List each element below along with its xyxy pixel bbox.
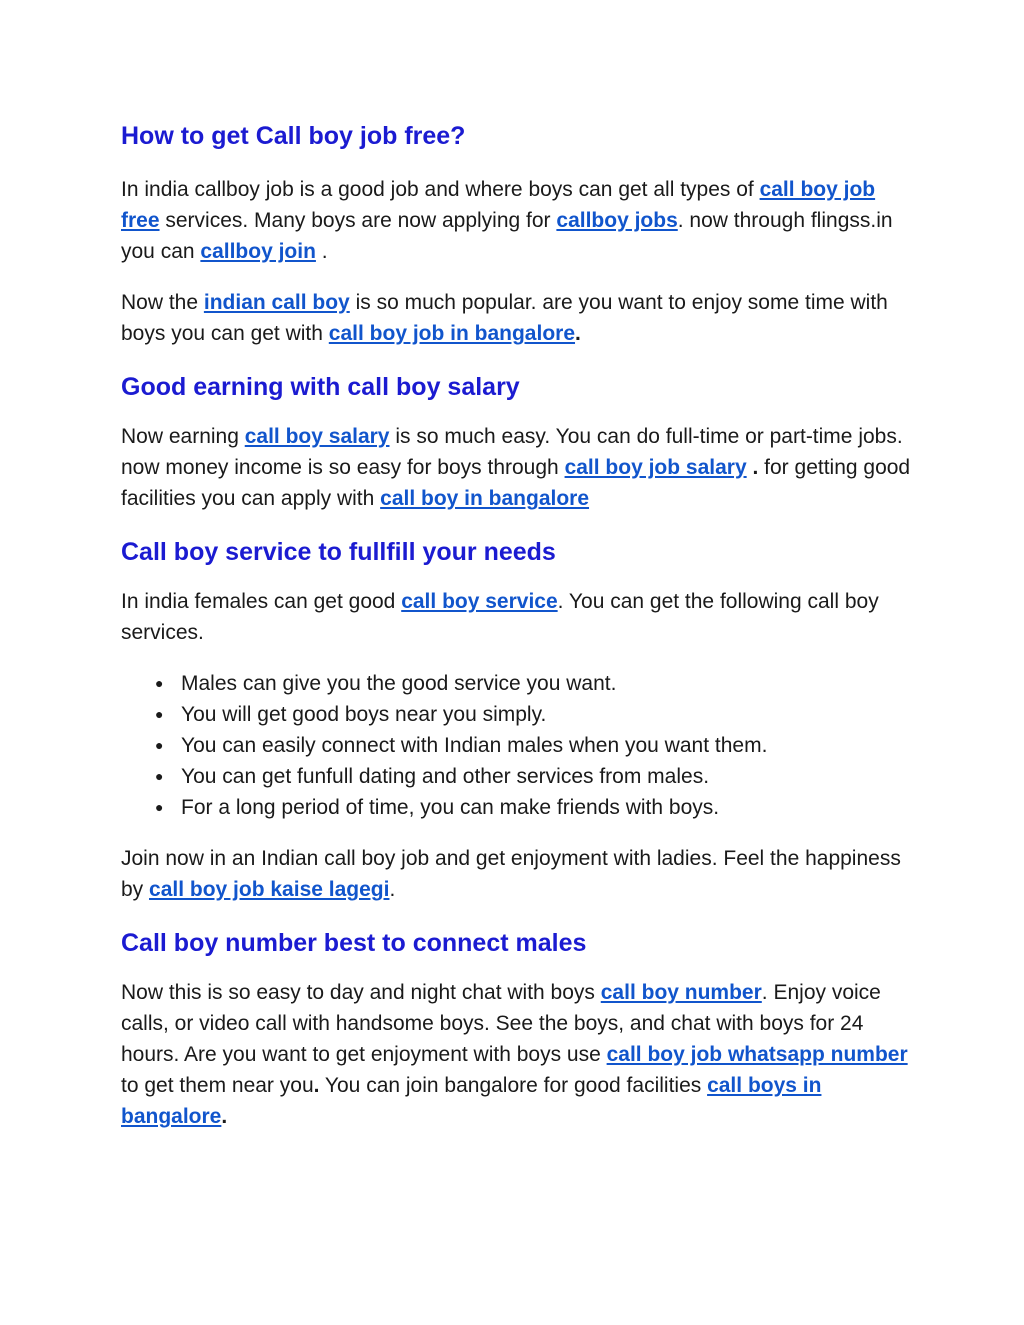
heading-call-boy-service: Call boy service to fullfill your needs [121,538,556,566]
list-item-text: Males can give you the good service you want. [181,672,617,695]
list-item-text: For a long period of time, you can make friends with boys. [181,796,720,819]
text: You can join bangalore for good facilities [319,1074,708,1097]
link-call-boys-in-bangalore[interactable]: call boys in bangalore [121,1074,822,1128]
link-call-boy-job-in-bangalore[interactable]: call boy job in bangalore [328,322,576,345]
text: Now the [121,291,204,314]
text: . [315,240,328,263]
paragraph-intro [121,174,911,267]
text: . [389,878,396,901]
text: services. Many boys are now applying for [159,209,557,232]
link-call-boy-in-bangalore[interactable]: call boy in bangalore [380,487,590,510]
paragraph-join-now [121,843,911,905]
text: . [746,456,765,479]
text: . You can get the following call boy services. [121,590,879,644]
link-call-boy-job-kaise-lagegi[interactable]: call boy job kaise lagegi [149,878,390,901]
text: Now this is so easy to day and night chat with boys [121,981,601,1004]
link-callboy-join[interactable]: callboy join [200,240,316,263]
link-callboy-jobs[interactable]: callboy jobs [556,209,678,232]
heading-call-boy-job-free: How to get Call boy job free? [121,122,466,150]
link-call-boy-salary[interactable]: call boy salary [244,425,390,448]
text: . [221,1105,228,1128]
paragraph-number [121,977,911,1132]
link-call-boy-number[interactable]: call boy number [600,981,762,1004]
list-item-text: You will get good boys near you simply. [181,703,547,726]
link-call-boy-service[interactable]: call boy service [401,590,558,613]
services-list [121,668,911,823]
bullet-icon: ● [155,768,164,784]
bullet-icon: ● [155,737,164,753]
list-item [155,668,911,699]
list-item [155,761,911,792]
bullet-icon: ● [155,706,164,722]
paragraph-service [121,586,911,648]
text: . now through flingss.in you can [121,209,893,263]
link-call-boy-job-salary[interactable]: call boy job salary [564,456,747,479]
text: . Enjoy voice calls, or video call with handsome boys. See the boys, and chat with boys for 24 hours. Are you want to get enjoyment with boys use [121,981,881,1066]
text: Now earning [121,425,245,448]
list-item [155,699,911,730]
text: is so much easy. You can do full-time or part-time jobs. now money income is so easy for boys through [121,425,903,479]
text: Join now in an Indian call boy job and get enjoyment with ladies. Feel the happiness by [121,847,901,901]
bullet-icon: ● [155,675,164,691]
list-item [155,792,911,823]
text: . [313,1074,320,1097]
text: In india females can get good [121,590,402,613]
link-call-boy-job-free[interactable]: call boy job free [121,178,876,232]
heading-good-earning: Good earning with call boy salary [121,373,520,401]
list-item-text: You can easily connect with Indian males when you want them. [181,734,768,757]
bullet-icon: ● [155,799,164,815]
text: . [575,322,581,345]
text: for getting good facilities you can apply with [121,456,911,510]
heading-call-boy-number: Call boy number best to connect males [121,929,587,957]
link-call-boy-job-whatsapp-number[interactable]: call boy job whatsapp number [606,1043,908,1066]
link-indian-call-boy[interactable]: indian call boy [203,291,350,314]
text: to get them near you [121,1074,314,1097]
paragraph-popularity [121,287,911,349]
list-item-text: You can get funfull dating and other services from males. [181,765,710,788]
paragraph-earning [121,421,911,514]
text: In india callboy job is a good job and where boys can get all types of [121,178,760,201]
document-page [121,118,911,1132]
list-item [155,730,911,761]
text: is so much popular. are you want to enjoy some time with boys you can get with [121,291,888,345]
